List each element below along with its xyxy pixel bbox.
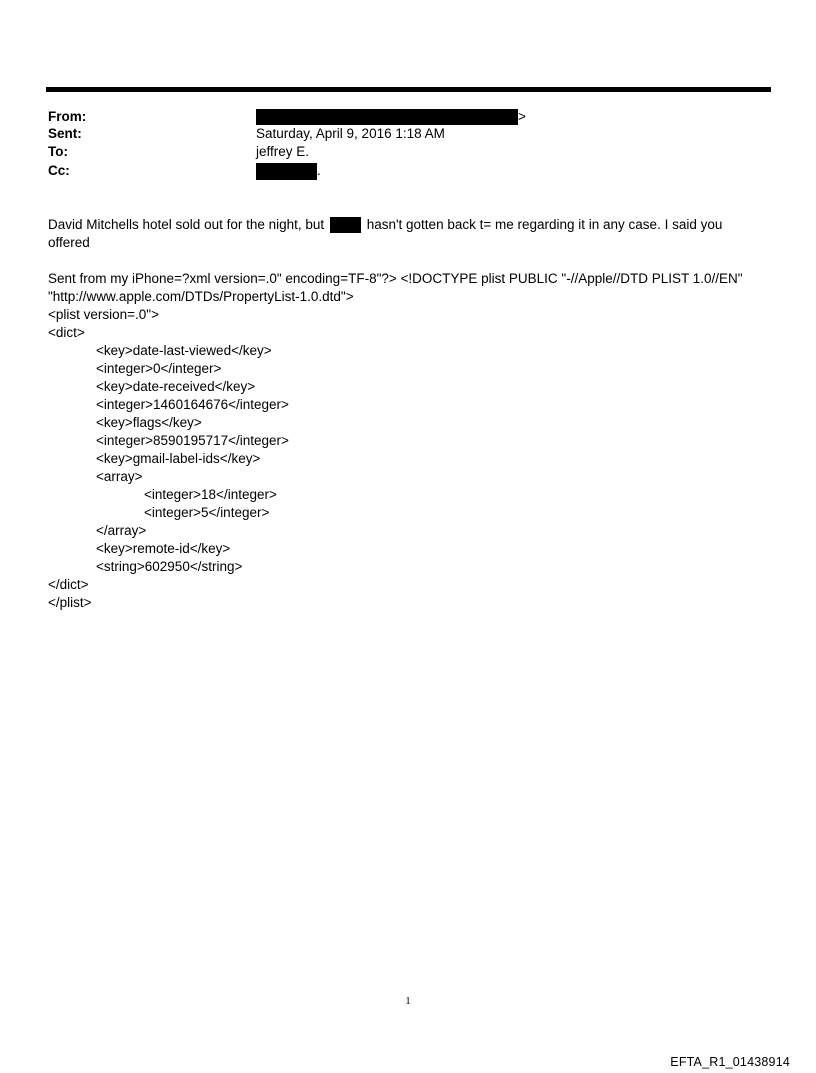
- message-text-after-redaction: hasn't gotten back t= me regarding it in any case. I said you: [366, 217, 723, 232]
- signature-line-1: Sent from my iPhone=?xml version=.0" encoding=TF-8"?> <!DOCTYPE plist PUBLIC "-//Apple//DTD PLIST 1.0//EN": [48, 271, 743, 286]
- document-id: EFTA_R1_01438914: [670, 1055, 790, 1069]
- plist-line: <integer>18</integer>: [144, 487, 277, 502]
- plist-line: </plist>: [48, 595, 92, 610]
- to-label: To:: [48, 144, 68, 159]
- sent-value: Saturday, April 9, 2016 1:18 AM: [256, 126, 445, 141]
- plist-line: <integer>1460164676</integer>: [96, 397, 289, 412]
- plist-line: <integer>8590195717</integer>: [96, 433, 289, 448]
- cc-suffix: .: [317, 163, 321, 178]
- redaction-block: [330, 217, 361, 233]
- cc-value: [256, 162, 321, 180]
- plist-line: <integer>5</integer>: [144, 505, 270, 520]
- header-divider: [46, 87, 771, 92]
- plist-line: <string>602950</string>: [96, 559, 243, 574]
- signature-line-2: "http://www.apple.com/DTDs/PropertyList-1.0.dtd">: [48, 289, 354, 304]
- plist-line: <plist version=.0">: [48, 307, 159, 322]
- plist-line: <array>: [96, 469, 143, 484]
- plist-line: <key>gmail-label-ids</key>: [96, 451, 261, 466]
- plist-line: </array>: [96, 523, 147, 538]
- plist-line: <integer>0</integer>: [96, 361, 222, 376]
- plist-line: <key>date-received</key>: [96, 379, 256, 394]
- plist-line: <key>flags</key>: [96, 415, 202, 430]
- sent-label: Sent:: [48, 126, 82, 141]
- redaction-block: [256, 163, 317, 180]
- plist-line: <key>remote-id</key>: [96, 541, 231, 556]
- from-suffix: >: [518, 109, 526, 124]
- page-number: 1: [405, 995, 411, 1007]
- plist-line: </dict>: [48, 577, 89, 592]
- message-line-2: offered: [48, 235, 90, 250]
- redaction-block: [256, 109, 518, 125]
- from-label: From:: [48, 109, 87, 124]
- plist-line: <dict>: [48, 325, 85, 340]
- message-text-before-redaction: David Mitchells hotel sold out for the night, but: [48, 217, 325, 232]
- cc-label: Cc:: [48, 163, 70, 178]
- from-value: [256, 108, 526, 126]
- to-value: jeffrey E.: [256, 144, 310, 159]
- plist-line: <key>date-last-viewed</key>: [96, 343, 272, 358]
- message-line-1: [48, 216, 768, 234]
